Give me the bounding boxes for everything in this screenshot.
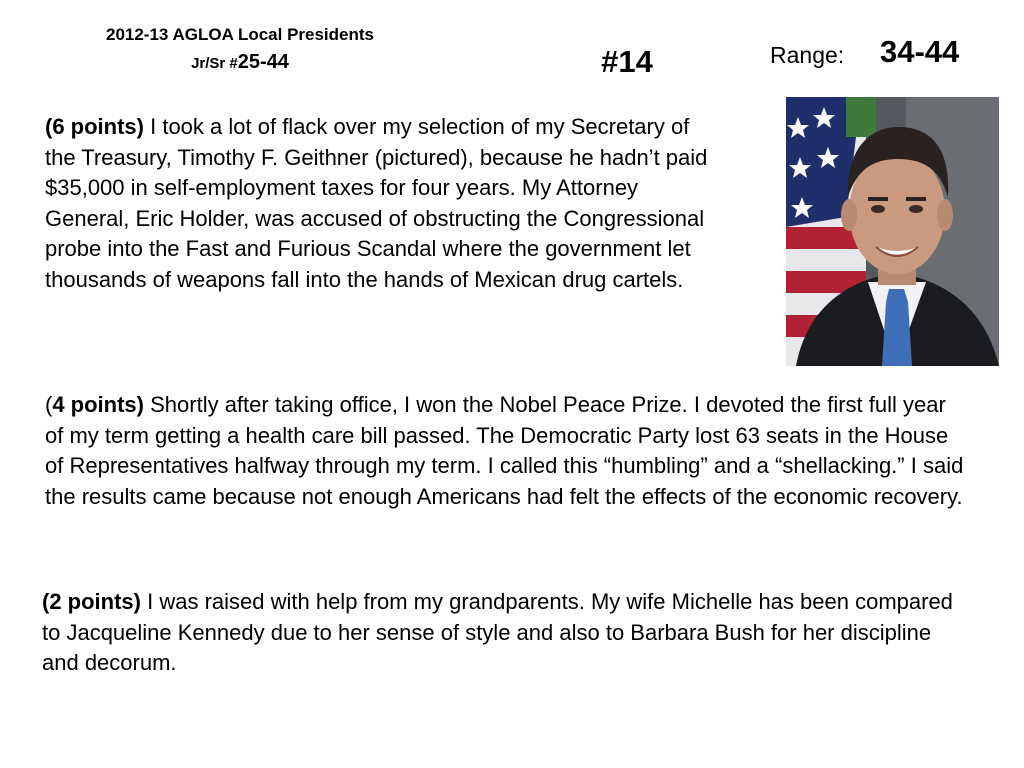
header-division	[40, 48, 440, 78]
division-label: Jr/Sr #	[191, 55, 238, 72]
clue-2-points	[42, 587, 962, 679]
range-value: 34-44	[880, 34, 960, 69]
clue-text: I took a lot of flack over my selection of my Secretary of the Treasury, Timothy F. Geithner (pictured), because he hadn’t paid $35,000 in self-employment taxes for four years. My Attorney General, Eric Holder, was accused of obstructing the Congressional probe into the Fast and Furious Scandal where the government let thousands of weapons fall into the hands of Mexican drug cartels.	[45, 114, 708, 292]
portrait-photo-icon	[786, 97, 999, 366]
clue-points-label: (2 points)	[42, 589, 141, 614]
clue-text: Shortly after taking office, I won the Nobel Peace Prize. I devoted the first full year of my term getting a health care bill passed. The Democratic Party lost 63 seats in the House of Representatives halfway through my term. I called this “humbling” and a “shellacking.” I said the results came because not enough Americans had felt the effects of the economic recovery.	[45, 392, 964, 509]
header-title: 2012-13 AGLOA Local Presidents	[105, 25, 374, 44]
clue-text: I was raised with help from my grandparents. My wife Michelle has been compared to Jacqueline Kennedy due to her sense of style and also to Barbara Bush for her discipline and decorum.	[42, 589, 953, 675]
question-number: #14	[601, 44, 653, 79]
clue-points-label: 4 points)	[52, 392, 144, 417]
range-label: Range:	[770, 42, 845, 68]
clue-points-label: (6 points)	[45, 114, 144, 139]
clue-4-points	[45, 390, 965, 512]
clue-points-open: (	[45, 392, 53, 417]
question-range: 25-44	[237, 51, 289, 73]
portrait-photo	[786, 97, 999, 366]
clue-6-points	[45, 112, 710, 295]
